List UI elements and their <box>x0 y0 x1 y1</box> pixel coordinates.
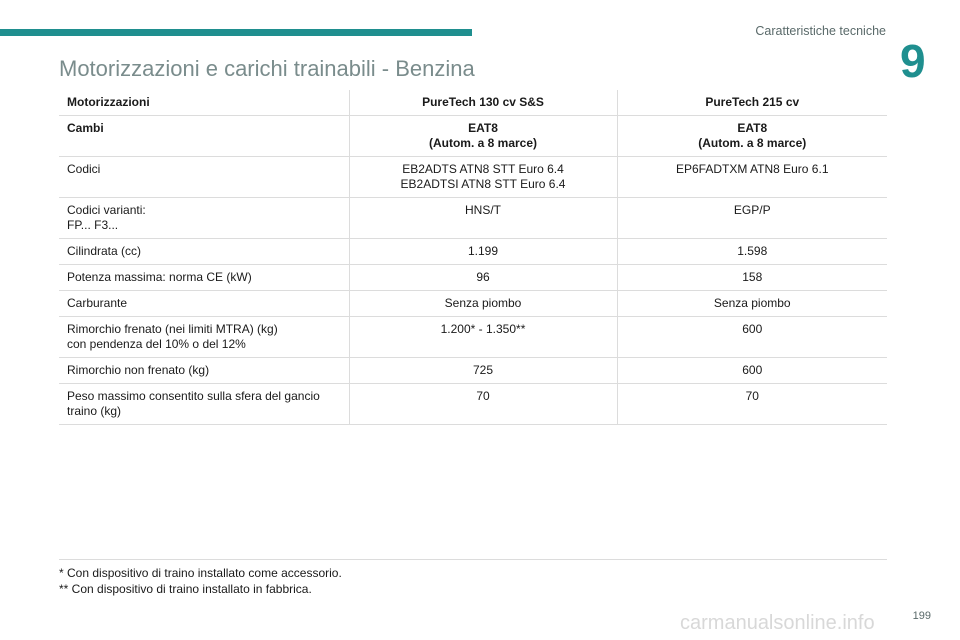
row-label: Codici <box>59 157 349 198</box>
table-row <box>59 317 887 358</box>
value-cell: 70 <box>349 384 617 425</box>
table-row <box>59 157 887 198</box>
value-cell: 725 <box>349 358 617 384</box>
table-row <box>59 384 887 425</box>
footnote: ** Con dispositivo di traino installato in fabbrica. <box>59 582 312 596</box>
row-label: Rimorchio non frenato (kg) <box>59 358 349 384</box>
header-accent-bar <box>0 29 472 36</box>
row-label: Rimorchio frenato (nei limiti MTRA) (kg) con pendenza del 10% o del 12% <box>59 317 349 358</box>
section-title: Caratteristiche tecniche <box>755 24 886 38</box>
table-row <box>59 198 887 239</box>
footnotes <box>59 559 887 597</box>
row-label: Cambi <box>59 116 349 157</box>
row-label: Carburante <box>59 291 349 317</box>
value-cell: 158 <box>617 265 887 291</box>
page-number: 199 <box>912 610 931 622</box>
value-cell: 96 <box>349 265 617 291</box>
value-cell: 1.598 <box>617 239 887 265</box>
row-label: Codici varianti: FP... F3... <box>59 198 349 239</box>
table-row <box>59 291 887 317</box>
value-cell: 600 <box>617 317 887 358</box>
table-row <box>59 239 887 265</box>
row-label: Potenza massima: norma CE (kW) <box>59 265 349 291</box>
footnote: * Con dispositivo di traino installato come accessorio. <box>59 566 342 580</box>
table-row <box>59 358 887 384</box>
value-cell: 1.200* - 1.350** <box>349 317 617 358</box>
row-label: Cilindrata (cc) <box>59 239 349 265</box>
spec-table <box>59 90 887 425</box>
value-cell: EB2ADTS ATN8 STT Euro 6.4 EB2ADTSI ATN8 STT Euro 6.4 <box>349 157 617 198</box>
value-cell: 1.199 <box>349 239 617 265</box>
value-cell: EP6FADTXM ATN8 Euro 6.1 <box>617 157 887 198</box>
value-cell: EGP/P <box>617 198 887 239</box>
row-label: Peso massimo consentito sulla sfera del gancio traino (kg) <box>59 384 349 425</box>
page-title: Motorizzazioni e carichi trainabili - Benzina <box>59 56 475 81</box>
header-cell: PureTech 130 cv S&S <box>349 90 617 116</box>
value-cell: EAT8 (Autom. a 8 marce) <box>349 116 617 157</box>
value-cell: HNS/T <box>349 198 617 239</box>
chapter-number: 9 <box>900 35 926 87</box>
table-row <box>59 265 887 291</box>
value-cell: 70 <box>617 384 887 425</box>
value-cell: Senza piombo <box>349 291 617 317</box>
value-cell: 600 <box>617 358 887 384</box>
header-cell: PureTech 215 cv <box>617 90 887 116</box>
table-header-row <box>59 90 887 116</box>
watermark: carmanualsonline.info <box>680 612 875 634</box>
value-cell: EAT8 (Autom. a 8 marce) <box>617 116 887 157</box>
header-cell: Motorizzazioni <box>59 90 349 116</box>
value-cell: Senza piombo <box>617 291 887 317</box>
table-row <box>59 116 887 157</box>
